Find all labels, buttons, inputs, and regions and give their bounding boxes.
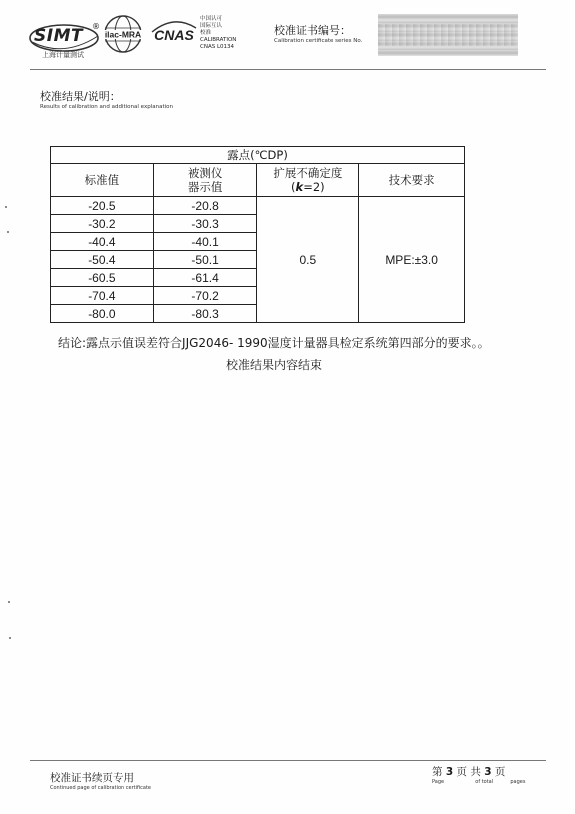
scan-speck: [9, 637, 11, 639]
end-of-results-note: 校准结果内容结束: [226, 358, 323, 372]
cnas-line-1: 中国认可: [200, 16, 223, 22]
cnas-line-4: CALIBRATION: [200, 37, 237, 43]
page-en-of: of total: [475, 779, 494, 785]
instrument-value-cell: -20.8: [153, 197, 257, 215]
page-total: 3: [484, 766, 492, 778]
continued-page-label-en: Continued page of calibration certificate: [50, 785, 152, 791]
header-technical-requirement: 技术要求: [359, 164, 465, 197]
cnas-logo-text: CNAS: [154, 27, 194, 43]
cnas-line-3: 校准: [200, 30, 212, 36]
cnas-accreditation-info: [200, 16, 236, 51]
header-instrument-line2: 器示值: [187, 180, 223, 194]
calibration-results-table: [50, 146, 465, 323]
standard-value-cell: -70.4: [51, 287, 154, 305]
page-indicator-en: [432, 779, 525, 785]
table-row: [51, 197, 465, 215]
header-divider: [30, 69, 546, 70]
footer-divider: [30, 760, 546, 761]
requirement-cell: MPE:±3.0: [359, 197, 465, 323]
cnas-logo: [150, 18, 198, 48]
cert-number-label-en: Calibration certificate series No.: [274, 38, 363, 44]
standard-value-cell: -30.2: [51, 215, 154, 233]
page-en-page: Page: [432, 779, 445, 785]
page-indicator: [432, 764, 505, 779]
cnas-line-5: CNAS L0134: [200, 44, 235, 50]
header-uncertainty-line1: 扩展不确定度: [273, 166, 343, 180]
cert-number-label: 校准证书编号：: [274, 24, 351, 37]
cnas-line-2: 国际互认: [200, 23, 223, 29]
header-uncertainty-line2: [257, 180, 358, 194]
instrument-value-cell: -30.3: [153, 215, 257, 233]
instrument-value-cell: -40.1: [153, 233, 257, 251]
simt-logo-text: SIMT: [34, 26, 84, 46]
header-k-close: =2): [303, 180, 325, 194]
standard-value-cell: -20.5: [51, 197, 154, 215]
ilac-mra-text: ilac-MRA: [104, 29, 142, 40]
header-k-open: (: [291, 180, 296, 194]
results-title: 校准结果/说明：: [40, 90, 121, 103]
instrument-value-cell: -70.2: [153, 287, 257, 305]
scan-speck: [7, 231, 9, 233]
standard-value-cell: -60.5: [51, 269, 154, 287]
header-instrument-reading: [153, 164, 257, 197]
header-k-symbol: k: [295, 180, 304, 194]
registered-mark: ®: [92, 22, 100, 31]
ilac-mra-logo: [96, 14, 150, 54]
instrument-value-cell: -80.3: [153, 305, 257, 323]
header-instrument-line1: 被测仪: [187, 166, 223, 180]
scan-speck: [8, 601, 10, 603]
standard-value-cell: -50.4: [51, 251, 154, 269]
page-middle: 页 共: [456, 766, 481, 778]
page-en-pages: pages: [510, 779, 526, 785]
redacted-cert-number-overlay: [378, 24, 518, 46]
header-standard-value: 标准值: [51, 164, 154, 197]
scan-speck: [5, 206, 7, 208]
results-title-en: Results of calibration and additional explanation: [40, 104, 173, 110]
continued-page-label: 校准证书续页专用: [50, 772, 134, 784]
conclusion-text: 结论:露点示值误差符合JJG2046- 1990湿度计量器具检定系统第四部分的要求。。: [58, 336, 490, 350]
instrument-value-cell: -50.1: [153, 251, 257, 269]
standard-value-cell: -40.4: [51, 233, 154, 251]
instrument-value-cell: -61.4: [153, 269, 257, 287]
header-expanded-uncertainty: [257, 164, 359, 197]
standard-value-cell: -80.0: [51, 305, 154, 323]
table-caption: 露点(℃DP): [51, 147, 465, 164]
simt-logo-subtitle: 上海计量测试: [42, 51, 84, 59]
page-suffix: 页: [494, 766, 506, 778]
uncertainty-cell: 0.5: [257, 197, 359, 323]
page-prefix: 第: [432, 766, 443, 778]
page-current: 3: [445, 766, 454, 778]
